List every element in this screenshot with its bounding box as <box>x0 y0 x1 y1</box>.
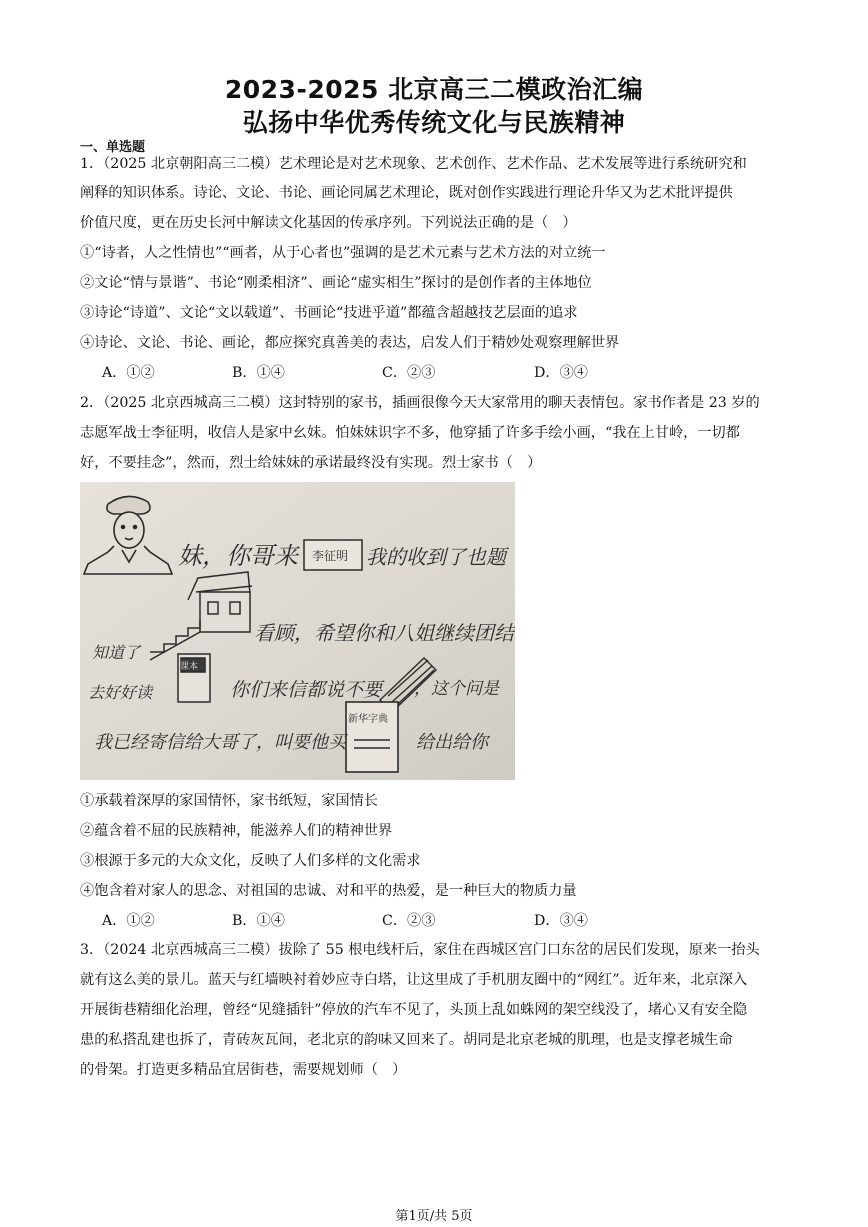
letter-text: 你们来信都说不要 <box>230 679 383 701</box>
q3-stem-line: 患的私搭乱建也拆了，青砖灰瓦间，老北京的韵味又回来了。胡同是北京老城的肌理，也是支撑老城生命 <box>80 1032 733 1048</box>
letter-text: 妹，你哥来 <box>178 542 298 570</box>
q2-statement: ③根源于多元的大众文化，反映了人们多样的文化需求 <box>80 853 421 869</box>
q2-statement: ①承载着深厚的家国情怀，家书纸短，家国情长 <box>80 793 378 809</box>
q3-stem-line: 开展街巷精细化治理，曾经“见缝插针”停放的汽车不见了，头顶上乱如蛛网的架空线没了，堵心又有安全隐 <box>80 1002 748 1018</box>
q1-statement: ①“诗者，人之性情也”“画者，从于心者也”强调的是艺术元素与艺术方法的对立统一 <box>80 245 606 261</box>
q2-statement: ②蕴含着不屈的民族精神，能滋养人们的精神世界 <box>80 823 393 839</box>
q1-statement: ②文论“情与景谐”、书论“刚柔相济”、画论“虚实相生”探讨的是创作者的主体地位 <box>80 275 592 291</box>
q2-stem-line: 志愿军战士李征明，收信人是家中幺妹。怕妹妹识字不多，他穿插了许多手绘小画，“我在上甘岭，一切都 <box>80 425 740 441</box>
q2-stem-line: 好，不要挂念”，然而，烈士给妹妹的承诺最终没有实现。烈士家书（ ） <box>80 455 542 471</box>
letter-text: 我的收到了也题 <box>366 545 506 569</box>
q1-option-c: C．②③ <box>382 365 436 381</box>
q1-statement: ③诗论“诗道”、文论“文以载道”、书画论“技进乎道”都蕴含超越技艺层面的追求 <box>80 305 578 321</box>
letter-text: 我已经寄信给大哥了，叫要他买 <box>94 732 346 753</box>
q1-stem-line: 1．（2025 北京朝阳高三二模）艺术理论是对艺术现象、艺术创作、艺术作品、艺术发展等进行系统研究和 <box>80 156 747 172</box>
q2-stem-line: 2．（2025 北京西城高三二模）这封特别的家书，插画很像今天大家常用的聊天表情包。家书作者是 23 岁的 <box>80 395 760 411</box>
letter-text: 知道了 <box>92 643 141 662</box>
q1-option-d: D．③④ <box>534 365 588 381</box>
letter-name-box: 李征明 <box>312 549 349 563</box>
letter-text: 看顾，希望你和八姐继续团结下 <box>254 621 515 645</box>
page-number: 第1页/共 5页 <box>395 1209 473 1224</box>
letter-text: 去好好读 <box>88 683 153 702</box>
letter-book-label: 课本 <box>180 662 199 672</box>
q1-stem-line: 阐释的知识体系。诗论、文论、书论、画论同属艺术理论，既对创作实践进行理论升华又为艺术批评提供 <box>80 185 733 201</box>
q2-option-a: A．①② <box>102 913 155 929</box>
letter-photo <box>80 482 515 780</box>
letter-text: 给出给你 <box>416 732 488 753</box>
q2-statement: ④饱含着对家人的思念、对祖国的忠诚、对和平的热爱，是一种巨大的物质力量 <box>80 883 577 899</box>
q1-stem-line: 价值尺度，更在历史长河中解读文化基因的传承序列。下列说法正确的是（ ） <box>80 215 577 231</box>
q2-option-c: C．②③ <box>382 913 436 929</box>
q2-option-b: B．①④ <box>232 913 285 929</box>
q2-option-d: D．③④ <box>534 913 588 929</box>
letter-illustration <box>80 482 515 780</box>
page-title: 2023-2025 北京高三二模政治汇编 <box>224 75 644 104</box>
q1-statement: ④诗论、文论、书论、画论，都应探究真善美的表达，启发人们于精妙处观察理解世界 <box>80 335 620 351</box>
dictionary-book-icon <box>346 702 398 772</box>
letter-book-label: 新华字典 <box>348 714 388 725</box>
q3-stem-line: 就有这么美的景儿。蓝天与红墙映衬着妙应寺白塔，让这里成了手机朋友圈中的“网红”。近年来，北京深入 <box>80 972 748 988</box>
letter-text: ，这个问是 <box>414 679 499 699</box>
q1-option-a: A．①② <box>102 365 155 381</box>
page-subtitle: 弘扬中华优秀传统文化与民族精神 <box>242 108 626 137</box>
q3-stem-line: 3．（2024 北京西城高三二模）拔除了 55 根电线杆后，家住在西城区宫门口东岔的居民们发现，原来一抬头 <box>80 942 760 958</box>
q3-stem-line: 的骨架。打造更多精品宜居街巷，需要规划师（ ） <box>80 1062 407 1078</box>
section-heading: 一、单选题 <box>80 140 146 155</box>
q1-option-b: B．①④ <box>232 365 285 381</box>
